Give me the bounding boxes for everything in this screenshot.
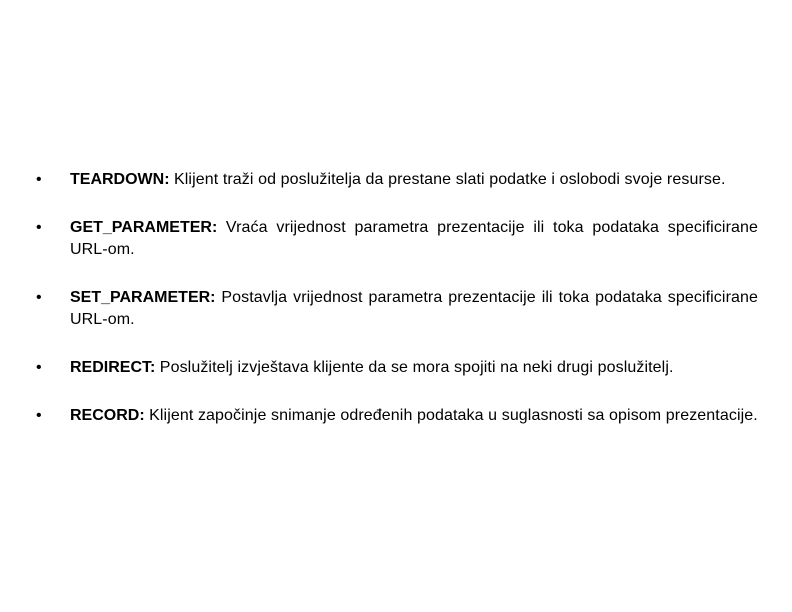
term-description: Poslužitelj izvještava klijente da se mora spojiti na neki drugi poslužitelj. (159, 359, 674, 376)
term-label: REDIRECT: (70, 359, 156, 376)
list-item-set-parameter (36, 287, 758, 331)
term-label: SET_PARAMETER: (70, 289, 216, 306)
term-description: Postavlja vrijednost parametra prezentacije ili toka podataka specificirane URL-om. (70, 289, 758, 328)
term-label: GET_PARAMETER: (70, 219, 218, 236)
list-item-redirect (36, 357, 758, 379)
list-item-teardown (36, 169, 758, 191)
list-item-record (36, 405, 758, 427)
bullet-icon: • (36, 407, 42, 424)
term-description: Vraća vrijednost parametra prezentacije ili toka podataka specificirane URL-om. (70, 219, 758, 258)
term-label: TEARDOWN: (70, 171, 170, 188)
bullet-icon: • (36, 359, 42, 376)
term-label: RECORD: (70, 407, 145, 424)
term-description: Klijent započinje snimanje određenih podataka u suglasnosti sa opisom prezentacije. (149, 407, 758, 424)
list-item-get-parameter (36, 217, 758, 261)
bullet-list (36, 169, 758, 427)
bullet-icon: • (36, 219, 42, 236)
bullet-icon: • (36, 289, 42, 306)
term-description: Klijent traži od poslužitelja da prestane slati podatke i oslobodi svoje resurse. (174, 171, 726, 188)
bullet-icon: • (36, 171, 42, 188)
